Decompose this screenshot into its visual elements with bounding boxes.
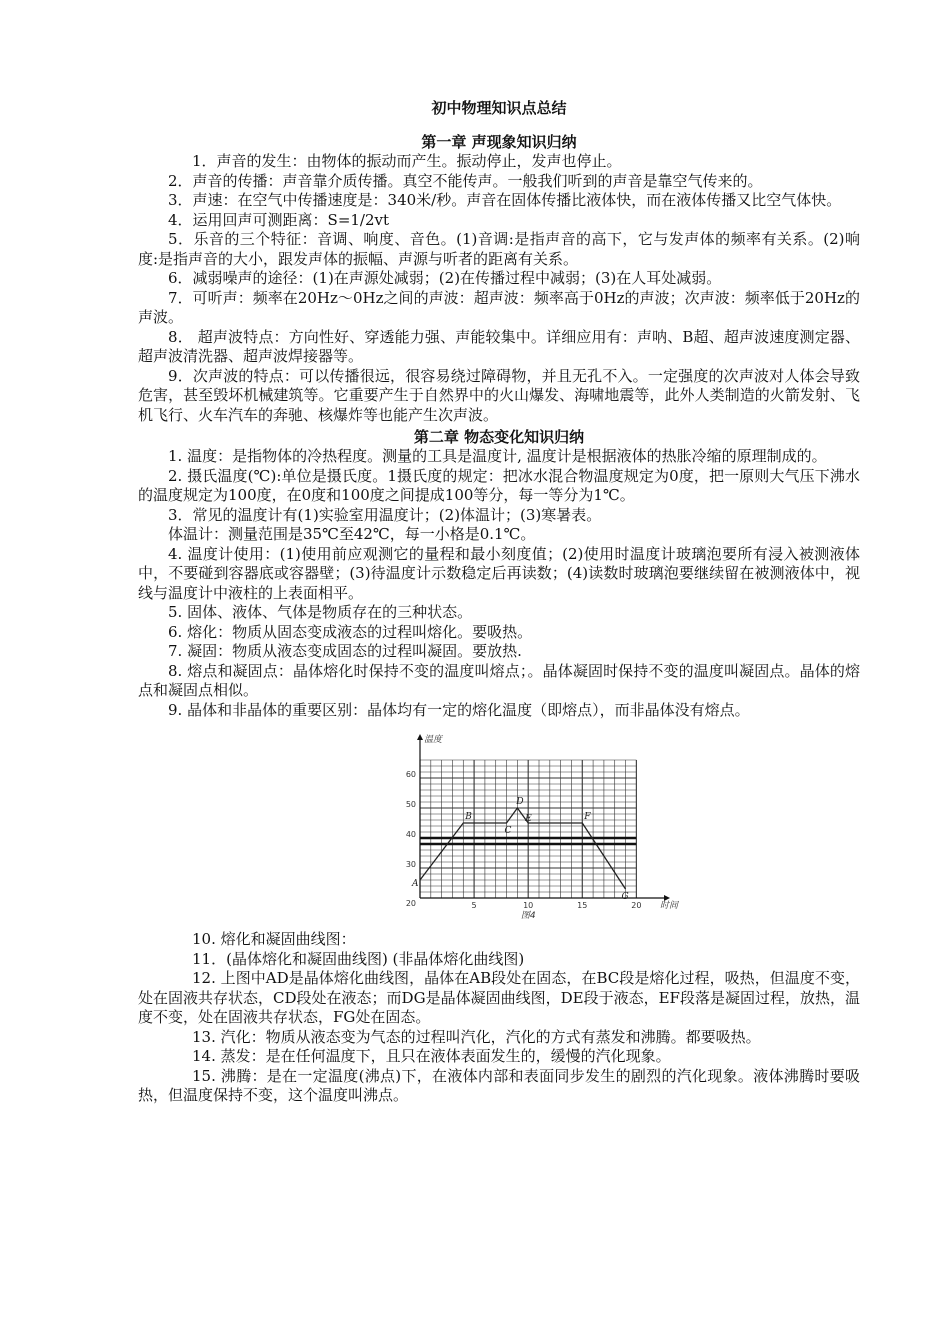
- ch2-item: 4. 温度计使用：(1)使用前应观测它的量程和最小刻度值；(2)使用时温度计玻璃泡要所有浸入被测液体中，不要碰到容器底或容器壁；(3)待温度计示数稳定后再读数；(4)读数时玻璃泡要继续留在被测液体中，视线与温度计中液柱的上表面相平。: [138, 544, 860, 602]
- ch2-item: 体温计：测量范围是35℃至42℃，每一小格是0.1℃。: [168, 525, 536, 543]
- ch2-item: 5. 固体、液体、气体是物质存在的三种状态。: [168, 603, 473, 621]
- chart-axes: [417, 734, 670, 901]
- y-tick-label: 40: [405, 830, 416, 839]
- ch1-item: 4．运用回声可测距离：S=1/2vt: [168, 210, 390, 229]
- y-tick-label: 50: [405, 800, 416, 809]
- ch2-item: 10. 熔化和凝固曲线图：: [192, 930, 356, 948]
- x-tick-label: 10: [523, 901, 534, 910]
- ch2-item: 11．(晶体熔化和凝固曲线图) (非晶体熔化曲线图): [192, 949, 525, 968]
- point-label-f: F: [584, 812, 591, 822]
- ch2-item: 15. 沸腾：是在一定温度(沸点)下，在液体内部和表面同步发生的剧烈的汽化现象。液体沸腾时要吸热，但温度保持不变，这个温度叫沸点。: [138, 1066, 860, 1104]
- y-axis-label: 温度: [424, 735, 443, 745]
- ch1-item: 6．减弱噪声的途径：(1)在声源处减弱；(2)在传播过程中减弱；(3)在人耳处减弱。: [168, 269, 722, 287]
- ch1-item: 8． 超声波特点：方向性好、穿透能力强、声能较集中。详细应用有：声呐、B超、超声波速度测定器、超声波清洗器、超声波焊接器等。: [138, 327, 860, 365]
- ch2-item: 8. 熔点和凝固点：晶体熔化时保持不变的温度叫熔点；。晶体凝固时保持不变的温度叫凝固点。晶体的熔点和凝固点相似。: [138, 661, 860, 699]
- chapter-2-title: 第二章 物态变化知识归纳: [413, 428, 585, 446]
- ch2-item: 13. 汽化：物质从液态变为气态的过程叫汽化，汽化的方式有蒸发和沸腾。都要吸热。: [192, 1027, 761, 1046]
- ch1-item: 2．声音的传播：声音靠介质传播。真空不能传声。一般我们听到的声音是靠空气传来的。: [168, 171, 763, 190]
- melting-curve-figure: [138, 728, 860, 928]
- ch2-item: 14. 蒸发：是在任何温度下，且只在液体表面发生的，缓慢的汽化现象。: [192, 1047, 671, 1065]
- ch2-item: 12. 上图中AD是晶体熔化曲线图，晶体在AB段处在固态，在BC段是熔化过程，吸热，但温度不变，处在固液共存状态，CD段处在液态；而DG是晶体凝固曲线图，DE段于液态，EF段落是凝固过程，放热，温度不变，处在固液共存状态，FG处在固态。: [138, 969, 860, 1026]
- ch2-item: 2. 摄氏温度(℃):单位是摄氏度。1摄氏度的规定：把冰水混合物温度规定为0度，把一原则大气压下沸水的温度规定为100度，在0度和100度之间提成100等分，每一等分为1℃。: [138, 466, 860, 504]
- x-tick-label: 5: [471, 901, 477, 910]
- ch1-item: 3．声速：在空气中传播速度是：340米/秒。声音在固体传播比液体快，而在液体传播又比空气体快。: [168, 191, 842, 209]
- point-label-a: A: [412, 879, 419, 889]
- chart-grid: [420, 760, 636, 898]
- melting-curve-chart: [400, 728, 700, 928]
- chart-ticks: [406, 770, 642, 910]
- y-tick-label: 30: [405, 860, 416, 869]
- x-tick-label: 15: [577, 901, 588, 910]
- ch1-item: 7．可听声：频率在20Hz～0Hz之间的声波：超声波：频率高于0Hz的声波；次声波：频率低于20Hz的声波。: [138, 288, 860, 326]
- point-label-b: B: [465, 812, 472, 822]
- ch2-item: 3．常见的温度计有(1)实验室用温度计；(2)体温计；(3)寒暑表。: [168, 505, 602, 524]
- y-axis-arrow: [417, 734, 423, 740]
- x-tick-label: 20: [631, 901, 642, 910]
- chapter-1-title: 第一章 声现象知识归纳: [421, 133, 577, 151]
- chart-caption: 图4: [520, 911, 536, 921]
- ch1-item: 9．次声波的特点：可以传播很远，很容易绕过障碍物，并且无孔不入。一定强度的次声波对人体会导致危害，甚至毁坏机械建筑等。它重要产生于自然界中的火山爆发、海啸地震等，此外人类制造的火箭发射、飞机飞行、火车汽车的奔驰、核爆炸等也能产生次声波。: [138, 366, 860, 424]
- ch2-item: 7. 凝固：物质从液态变成固态的过程叫凝固。要放热.: [168, 642, 522, 660]
- y-tick-label: 20: [405, 899, 416, 908]
- ch2-item: 9. 晶体和非晶体的重要区别：晶体均有一定的熔化温度（即熔点），而非晶体没有熔点。: [168, 700, 750, 719]
- document-title: 初中物理知识点总结: [431, 99, 567, 117]
- ch2-item: 6. 熔化：物质从固态变成液态的过程叫熔化。要吸热。: [168, 622, 533, 641]
- ch2-item: 1. 温度：是指物体的冷热程度。测量的工具是温度计, 温度计是根据液体的热胀冷缩的原理制成的。: [168, 447, 827, 465]
- point-label-d: D: [516, 797, 524, 807]
- x-axis-label: 时间: [660, 901, 679, 911]
- point-label-c: C: [504, 826, 512, 836]
- ch1-item: 1．声音的发生：由物体的振动而产生。振动停止，发声也停止。: [192, 152, 622, 170]
- point-label-e: E: [525, 814, 532, 824]
- point-label-g: G: [621, 892, 629, 902]
- document-page: [138, 92, 860, 1106]
- ch1-item: 5．乐音的三个特征：音调、响度、音色。(1)音调:是指声音的高下，它与发声体的频率有关系。(2)响度:是指声音的大小，跟发声体的振幅、声源与听者的距离有关系。: [138, 230, 860, 268]
- y-tick-label: 60: [405, 770, 416, 779]
